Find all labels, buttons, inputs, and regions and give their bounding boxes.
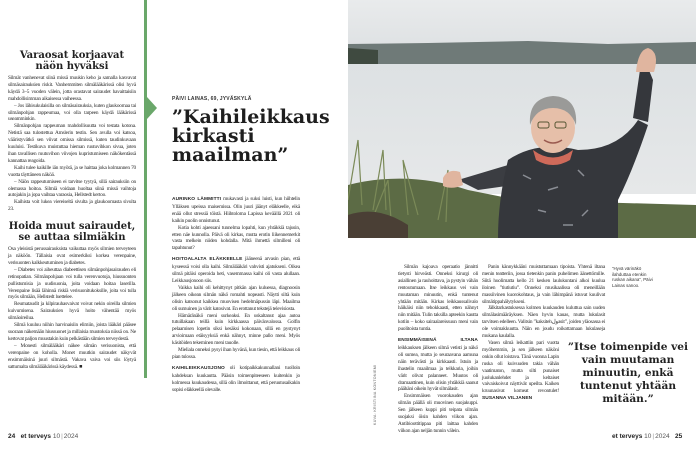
magazine-name: et terveys <box>612 433 643 440</box>
paragraph <box>172 365 300 394</box>
sidebar-heading-1: Varaosat korjaavat näön hyväksi <box>19 50 125 72</box>
paragraph: Silmän kajoava operaatio jännitti tietysti hirveästi. Onneksi kirurgi oli asiallinen ja rauhoittava, ja pystyin vähän rentoutumaan. Itse leikkaus vei vain muutaman minuutin, enkä tuntenut yhtään mitään. Kirkas leikkaussalivalo häikäisi niin tehokkaasti, etten nähnyt niin mitään. Tulin taksilla apteekin kautta kotiin – koko sairaalareissuun meni vain puolitoista tuntia. <box>398 264 478 333</box>
sidebar-article <box>8 50 136 370</box>
magazine-name: et terveys <box>20 433 52 440</box>
photo-caption: ”Hyvä värinäkö ilahduttaa etenkin ruskan aikana”, Päivi Lainas sanoo. <box>612 266 653 288</box>
paragraph: – Diabetes voi aiheuttaa diabeettisen silmänpohjasairauden eli retinopatian. Silmänpohjaan voi tulla verenvuotoja, hiussuonten pullistumisia ja uudisuonia, joita voidaan hoitaa laserilla. Verenpaine lisää lähinnä riskiä verisuonitukoksille, joita voi tulla myös silmään, Hellstedt luettelee. <box>8 266 136 301</box>
byline: SUSANNA VILJANEN <box>482 396 533 402</box>
paragraph: Silmä kuuluu niihin harvinaisiin elimiin, joista lääkäri pääsee suoraan näkemään hiussuonet ja millaisia muutoksia niissä on. Ne kertovat paljon muustakin kuin pelkästään silmien terveydestä. <box>8 322 136 342</box>
paragraph-text: Vasen silmä leikattiin pari vuotta myöhemmin, ja sen jälkeen näköni onkin ollut loistava. Tänä vuonna Lapin ruska oli kuivuuden takia vähän vaatimaton, mutta silti punaiset juolukanlehdet ja keltaiset vaivaiskoivut näyttivät upeilta. Kaiken kruunasivat komeat revontulet! <box>482 339 559 395</box>
lead-in: ENSIMMÄISENÄ ILTANA <box>398 338 478 344</box>
story-headline: ”Kaihileikkaus kirkasti maailman” <box>172 106 330 166</box>
shore-trees <box>348 48 378 65</box>
sky <box>348 0 696 45</box>
paragraph: – Näön rappeutumiseen ei tarvitse tyytyä, sillä sairauksiin on olemassa hoitoa. Silmiä voidaan huoltaa siinä missä vaihtoja autojakin ja jopa vaihtaa varaosia, Hellstedt kertoo. <box>8 178 136 199</box>
paragraph: Ensimmäisen vuorokauden ajan silmän päällä oli muovinen suojakuppi. Sen jälkeen kuppi piti teipata silmän suojaksi öisin kahden viikon ajan. Antibioottitippaa piti laittaa kahden viikon ajan neljän tunnin välein. <box>398 393 478 434</box>
page-number: 25 <box>675 433 683 440</box>
paragraph: Osa yleisistä perussairauksista vaikuttaa myös silmien terveyteen ja näköön. Tällaisia ovat esimerkiksi korkea verenpaine, verisuonten kalkkeutuminen ja diabetes. <box>8 246 136 266</box>
lead-in: AURINKO LÄMMITTI <box>172 197 222 202</box>
paragraph <box>172 196 300 225</box>
issue-year: 2024 <box>63 433 79 440</box>
sidebar-heading-2: Hoida muut sairaudet, se auttaa silmiäkin <box>8 221 136 244</box>
paragraph-text: – Monesti silmälääkäri näkee silmän verisuonista, että verenpaine on koholla. Monet muutkin sairaudet näkyvät ensimmäisinä juuri silmästä. Vakava vaiva voi siis löytyä sattumalta silmälääkärissä käydessä. <box>8 342 136 370</box>
footer-left: 24 et terveys 10|2024 <box>8 433 79 440</box>
paragraph-text: mukavasti ja suksi luisti, kun hiihtelin Ylläksen upeissa maisemissa. Olin juuri jäänyt eläkkeelle, eikä enää ollut stressiä töistä. Hiihtoloma Lapissa keväällä 2021 oli kaikin puolin onnistunut. <box>172 196 300 224</box>
paragraph-text: oli kotipaikkakunnallani tuolloin kahdeksan kuukautta. Pääsin toimenpiteeseen kuitenkin jo kolmessa kuukaudessa, sillä olin ilmoittanut, että peruutusaikakin sopisi eläkkeellä olevalle. <box>172 364 300 393</box>
paragraph <box>172 256 300 285</box>
portrait-photo <box>348 0 696 238</box>
lead-in: KAIHILEIKKAUSJONO <box>172 365 225 371</box>
photo-credit: KUVA: KRISTIINA KONTONIEMI <box>373 364 377 425</box>
paragraph: Silmänpohjan rappeuman mahdollisuutta voi testata kotona. Netistä saa tulostettua Amslerin testin. Sen avulla voi katsoa, vääristyvätkö sen viivat omissa silmissä, kuten taudinkuvaan kuuluisi. Testikuva muistuttaa hieman ruutuvihkon sivua, joten ihan tavallisen ruutuvihon viivojen kupristumiseen näkökentässä kannattaa reagoida. <box>8 123 136 164</box>
paragraph: Kaihista voit lukea viereiseltä sivulta ja glaukoomasta sivulta 23. <box>8 199 136 213</box>
paragraph: Silmät vanhenevat siinä missä muukin keho ja samalla kasvavat silmäsairauksien riskit. Vanhemmiten silmälääkärissä olisi hyvä käydä 3–5 vuoden välein, jotta orastavat sairaudet havaittaisiin mahdollisimman aikaisessa vaiheessa. <box>8 75 136 102</box>
paragraph: Panin kännykkääni muistuttamaan tipoista. Yhtenä iltana menin teatteriin, jossa tietenkin panin puhelimen äänettömille. Siitä huolimatta kello 21 kesken laulukuntani alkoi kuulua iloinen ”tiutiutiu”. Onneksi musikaalissa oli meneillään massiivinen kuorokohtaus, ja vain lähimpänä istuvat kuulivat silmätippahälytykseni. <box>482 264 605 305</box>
end-mark-icon: ■ <box>79 363 83 370</box>
accent-divider <box>144 0 147 378</box>
paragraph-text: jääneenä arvasin pian, että kyseessä voisi olla kaihi. Silmälääkäri vahvisti ajatukseni. Oikea silmä pitäisi operoida heti, vasemmassa kaihi oli vasta alullaan. Leikkausjonoon siis. <box>172 256 300 284</box>
issue-number: 10 <box>52 433 61 440</box>
footer-right: et terveys 10|2024 25 <box>612 433 683 440</box>
paragraph <box>8 343 136 371</box>
story-column-1 <box>172 196 300 393</box>
paragraph-text: leikkauksen jälkeen silmä vetisti ja näkö oli sumea, mutta jo seuraavana aamuna näin terävästi ja kirkkaasti. Istuin ja ihastelin maailmaa ja telkkaria, joihin värit olivat palanneet. Muutos oli dramaattinen, kuin olisin yhtäkkiä saanut päähäni oikein hyvät silmälasit. <box>398 344 478 393</box>
paragraph: Jälkitarkastuksessa kolmen kuukauden kuluttua sain uuden silmälasimääräyksen. Näen hyvin kauas, mutta lukulasit tarvitsen edelleen. Valitsin ”kaksitehولasit”, joiden yläosassa ei ole voimakkuutta. Näin en joudu roikottamaan lukulaseja mukana kaulalla. <box>482 305 605 340</box>
paragraph: Hämäränäkö meni surkeaksi. En uskaltanut ajaa autoa tutuillakaan teillä kuin kirkkaassa päivänvalossa. Golfin pelaamisen lopetin siksi kesäksi kokonaan, sillä en pystynyt arvioimaan etäisyyksiä enkä nähnyt, minne pallo meni. Myös käsitöiden tekeminen meni tauolle. <box>172 312 300 347</box>
issue-year: 2024 <box>655 433 670 440</box>
paragraph: Kotia kohti ajaessani tunnelma lopahti, kun yhtäkkiä tajusin, etten näe kunnolla. Päivä oli kirkas, mutta erotin liikennemerkit vasta melkein niiden kohdalla. Mitä ihmettä silmilleni oli tapahtunut? <box>172 224 300 252</box>
page-number: 24 <box>8 433 16 440</box>
pull-quote: ”Itse toimenpide vei vain muutaman minuutin, enkä tuntenut yhtään mitään.” <box>567 341 689 405</box>
paragraph: Vaikka kaihi oli kehittynyt pitkän ajan kuluessa, diagnoosin jälkeen oikean silmän näkö romahti nopeasti. Näytti siltä kuin olisin katsonut kaikkea muovisen hedelmäpussin läpi. Maailma oli sumuinen ja värit katosivat. En erottanut tekstejä televisiosta. <box>172 284 300 312</box>
paragraph: Mieliala onneksi pysyi ihan hyvänä, kun tiesin, että leikkaus oli pian tulossa. <box>172 347 300 360</box>
issue-number: 10 <box>644 433 652 440</box>
paragraph <box>398 337 478 393</box>
paragraph: Kaihi tulee kaikille iän myötä, ja se haittaa joka kolmannen 70 vuotta täyttäneen näköä. <box>8 164 136 178</box>
story-kicker: PÄIVI LAINAS, 69, JYVÄSKYLÄ <box>172 96 252 102</box>
story-column-2 <box>398 264 478 435</box>
paragraph: – Jos lähisukulaisilla on silmäsairauksia, kuten glaukoomaa tai silmänpohjan rappeumaa, voi olla tarpeen käydä lääkärissä useamminkin. <box>8 102 136 123</box>
lead-in: HOITOALALTA ELÄKKEELLE <box>172 257 243 263</box>
arrow-marker-icon <box>147 97 157 119</box>
paragraph: Reumataudit ja kilpirauhasvaivat voivat nekin oireilla silmien kuivumisena. Sairauksien hyvä hoito vähentää myös silmäoireilua. <box>8 301 136 322</box>
